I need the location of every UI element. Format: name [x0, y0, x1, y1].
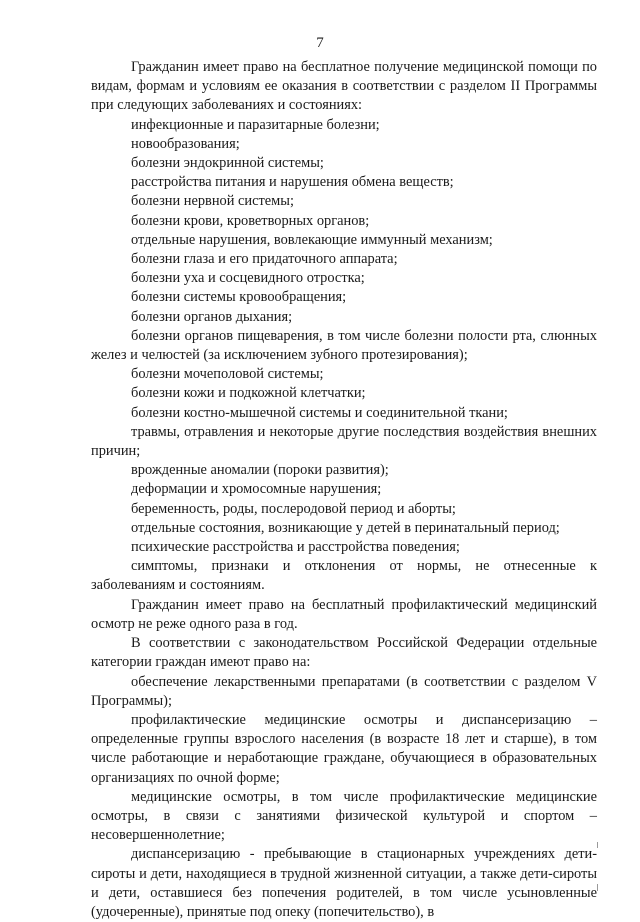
list-item: отдельные нарушения, вовлекающие иммунный механизм;: [131, 231, 493, 248]
list-item: диспансеризацию - пребывающие в стационарных учреждениях дети-сироты и дети, находящиеся в трудной жизненной ситуации, а также дети-сироты и дети, оставшиеся без попечения родителей, в том числе усыновленные (удочеренные), принятые под опеку (попечительство), в: [91, 846, 597, 920]
list-item: симптомы, признаки и отклонения от нормы, не отнесенные к заболеваниям и состояниям.: [91, 558, 597, 594]
paragraph: Гражданин имеет право на бесплатное получение медицинской помощи по видам, формам и условиям ее оказания в соответствии с разделом II Программы при следующих заболеваниях и состояниях:: [91, 59, 597, 114]
list-item: болезни кожи и подкожной клетчатки;: [131, 385, 366, 402]
list-item: болезни системы кровообращения;: [131, 289, 347, 306]
document-body: [91, 58, 597, 922]
list-item: обеспечение лекарственными препаратами (в соответствии с разделом V Программы);: [91, 673, 597, 709]
list-item: инфекционные и паразитарные болезни;: [131, 116, 380, 133]
list-item: беременность, роды, послеродовой период и аборты;: [131, 500, 456, 517]
list-item: деформации и хромосомные нарушения;: [131, 481, 382, 498]
list-item: отдельные состояния, возникающие у детей в перинатальный период;: [131, 519, 560, 536]
list-item: травмы, отравления и некоторые другие последствия воздействия внешних причин;: [91, 423, 597, 460]
list-item: болезни крови, кроветворных органов;: [131, 212, 370, 229]
list-item: болезни органов пищеварения, в том числе болезни полости рта, слюнных желез и челюстей (за исключением зубного протезирования);: [91, 327, 597, 364]
list-item: новообразования;: [131, 135, 240, 152]
list-item: профилактические медицинские осмотры и диспансеризацию – определенные группы взрослого населения (в возрасте 18 лет и старше), в том числе работающие и неработающие граждане, обучающиеся в образовательных организациях по очной форме;: [91, 711, 597, 786]
list-item: психические расстройства и расстройства поведения;: [131, 539, 460, 556]
paragraph: Гражданин имеет право на бесплатный профилактический медицинский осмотр не реже одного раза в год.: [91, 596, 597, 632]
list-item: болезни нервной системы;: [131, 193, 294, 210]
scan-mark: [597, 884, 598, 891]
list-item: болезни костно-мышечной системы и соединительной ткани;: [131, 404, 508, 421]
list-item: болезни мочеполовой системы;: [131, 366, 324, 383]
list-item: врожденные аномалии (пороки развития);: [131, 462, 389, 479]
list-item: болезни уха и сосцевидного отростка;: [131, 270, 365, 287]
page-number: 7: [316, 35, 324, 51]
list-item: расстройства питания и нарушения обмена веществ;: [131, 174, 454, 191]
list-item: болезни глаза и его придаточного аппарата;: [131, 251, 398, 268]
list-item: болезни органов дыхания;: [131, 308, 293, 325]
paragraph: В соответствии с законодательством Российской Федерации отдельные категории граждан имеют право на:: [91, 635, 597, 671]
list-item: болезни эндокринной системы;: [131, 155, 324, 172]
scan-mark: [597, 842, 598, 848]
list-item: медицинские осмотры, в том числе профилактические медицинские осмотры, в связи с занятиями физической культурой и спортом – несовершеннолетние;: [91, 788, 597, 844]
